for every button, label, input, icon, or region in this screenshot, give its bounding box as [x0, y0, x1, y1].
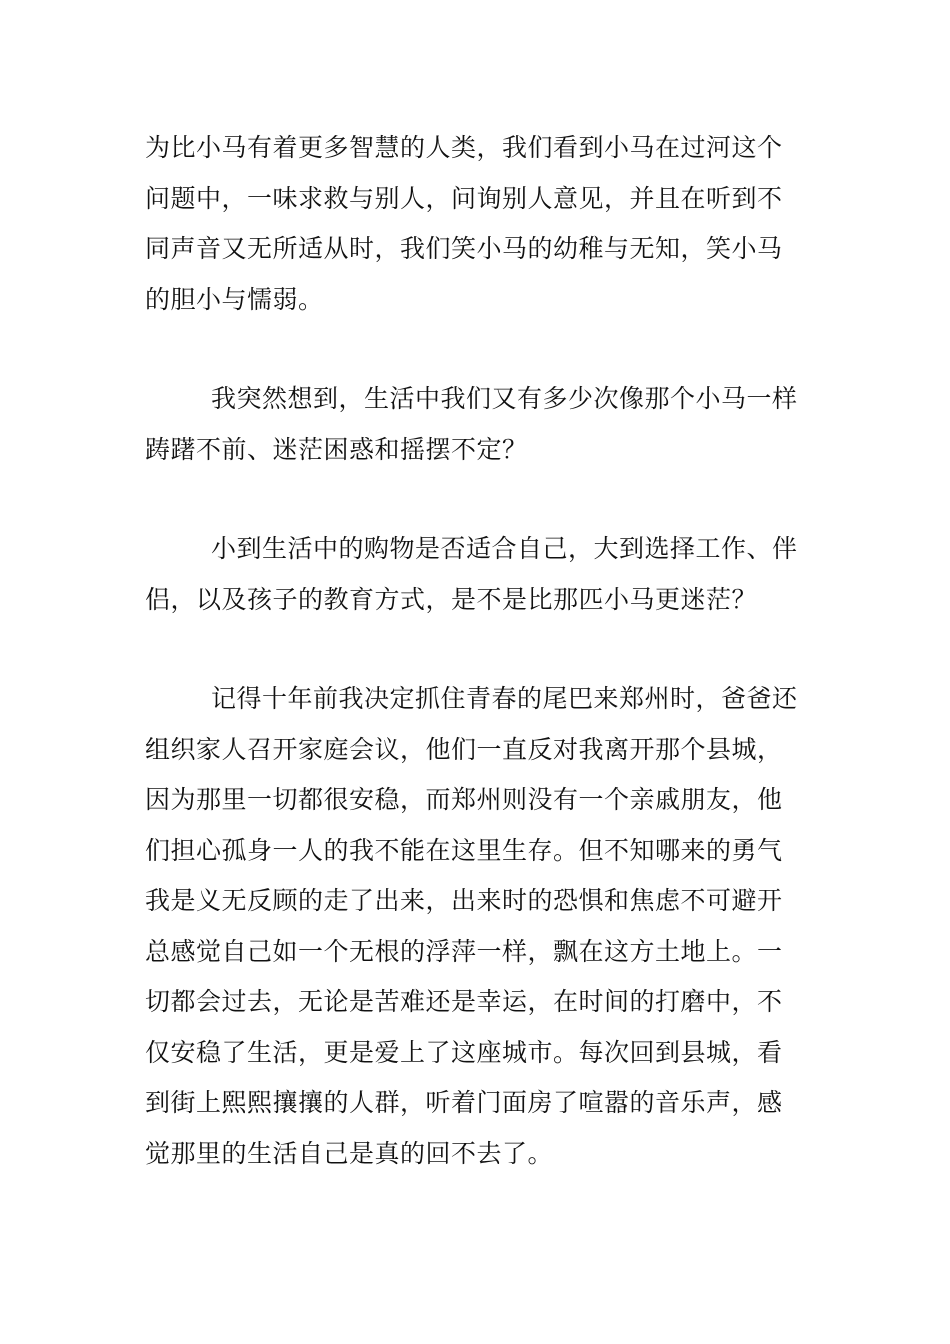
text-line: 为比小马有着更多智慧的人类，我们看到小马在过河这个	[145, 133, 783, 162]
text-line: 侣，以及孩子的教育方式，是不是比那匹小马更迷茫？	[145, 584, 758, 614]
text-line: 问题中，一味求救与别人，问询别人意见，并且在听到不	[145, 183, 783, 213]
text-line: 总感觉自己如一个无根的浮萍一样，飘在这方土地上。一	[145, 936, 783, 966]
text-line: 到街上熙熙攘攘的人群，听着门面房了喧嚣的音乐声，感	[145, 1088, 783, 1117]
text-line: 切都会过去，无论是苦难还是幸运，在时间的打磨中，不	[145, 987, 783, 1016]
paragraph-2	[145, 374, 810, 475]
text-line: 我突然想到，生活中我们又有多少次像那个小马一样	[211, 384, 798, 413]
text-line: 因为那里一切都很安稳，而郑州则没有一个亲戚朋友，他	[145, 785, 783, 814]
text-line: 踌躇不前、迷茫困惑和摇摆不定？	[145, 434, 528, 464]
text-line: 仅安稳了生活，更是爱上了这座城市。每次回到县城，看	[145, 1037, 783, 1067]
text-line: 组织家人召开家庭会议，他们一直反对我离开那个县城，	[145, 734, 783, 764]
paragraph-1	[145, 123, 810, 325]
paragraph-4	[145, 674, 810, 1179]
paragraph-3	[145, 524, 810, 625]
text-line: 记得十年前我决定抓住青春的尾巴来郑州时，爸爸还	[211, 684, 798, 713]
text-line: 小到生活中的购物是否适合自己，大到选择工作、伴	[211, 534, 798, 563]
text-line: 我是义无反顾的走了出来，出来时的恐惧和焦虑不可避开	[145, 886, 783, 915]
text-line: 觉那里的生活自己是真的回不去了。	[145, 1138, 554, 1168]
text-line: 同声音又无所适从时，我们笑小马的幼稚与无知，笑小马	[145, 234, 783, 263]
text-line: 的胆小与懦弱。	[145, 284, 324, 314]
text-line: 们担心孤身一人的我不能在这里生存。但不知哪来的勇气	[145, 835, 783, 865]
